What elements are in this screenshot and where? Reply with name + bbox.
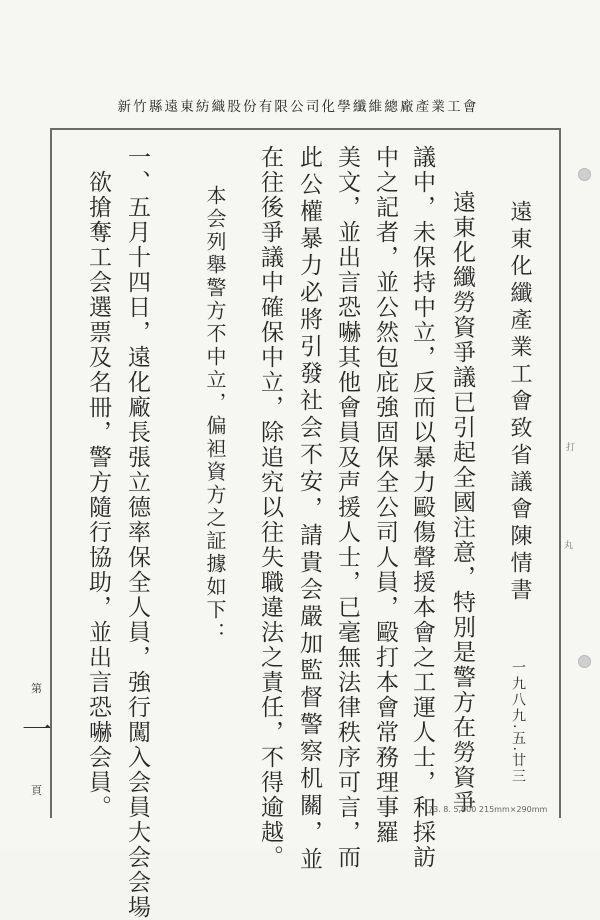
- body-column: 中之記者，並公然包庇強固保全公司人員，毆打本會常務理事羅: [372, 145, 398, 845]
- page-number: 一: [22, 713, 52, 748]
- margin-mark: 丸: [564, 541, 574, 551]
- right-rule: [559, 128, 561, 818]
- page-label-top: 第: [31, 682, 42, 695]
- margin-mark: 打: [566, 443, 576, 453]
- body-column: 美文，並出言恐嚇其他會員及声援人士，已毫無法律秩序可言，而: [334, 145, 360, 870]
- top-rule: [50, 128, 560, 130]
- letter-date: 一九八九.五.廿三: [510, 660, 526, 785]
- body-column: 一、五月十四日，遠化廠長張立德率保全人員，強行闖入会員大会会場: [124, 145, 150, 920]
- form-code: 73. 8. 5,000 215mm×290mm: [428, 805, 548, 814]
- punch-hole: [578, 168, 591, 181]
- body-column: 欲搶奪工会選票及名冊，警方隨行協助，並出言恐嚇会員。: [85, 170, 111, 820]
- page-label-bottom: 頁: [31, 784, 42, 797]
- punch-hole: [578, 655, 591, 668]
- letter-title: 遠東化纖產業工會致省議會陳情書: [507, 200, 532, 605]
- body-column: 議中，未保持中立，反而以暴力毆傷聲援本會之工運人士，和採訪: [409, 145, 435, 870]
- body-column: 在往後爭議中確保中立，除追究以往失職違法之責任，不得逾越。: [257, 145, 283, 870]
- letterhead: 新竹縣遠東紡織股份有限公司化學纖維總廠產業工會: [117, 99, 479, 115]
- body-column: 此公權暴力必將引發社会不安，請貴会嚴加監督警察机關，並: [296, 145, 322, 874]
- body-column: 遠東化纖勞資爭議已引起全國注意，特別是警方在勞資爭: [449, 190, 475, 815]
- body-column: 本会列舉警方不中立，偏袒資方之証據如下：: [203, 185, 227, 645]
